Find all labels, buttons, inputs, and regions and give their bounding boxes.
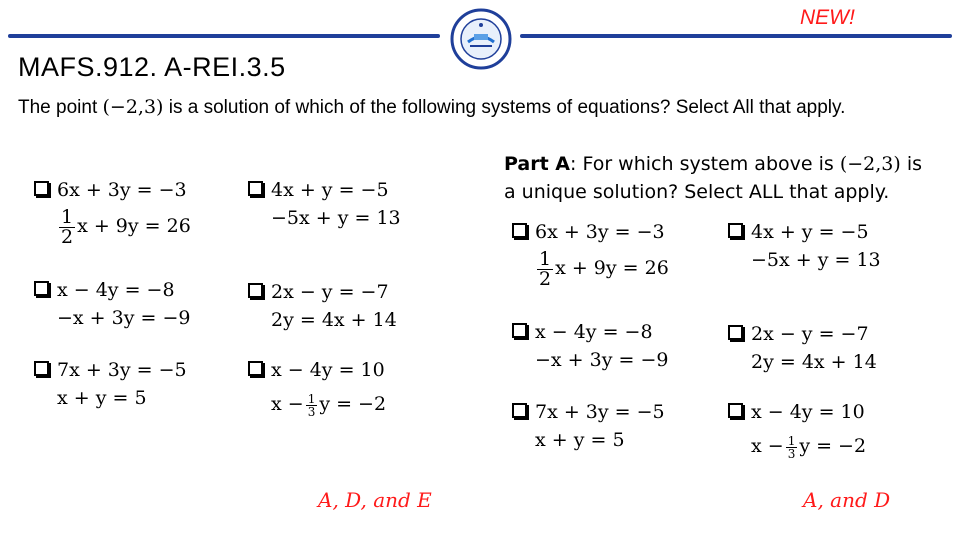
part-a-question	[504, 150, 924, 206]
equation-line: −5x + y = 13	[271, 207, 401, 229]
left-option-b[interactable]	[248, 176, 401, 232]
equation-line: 2x − y = −7	[271, 281, 389, 303]
equation-line: x − 4y = 10	[751, 401, 865, 423]
equation-line: 2y = 4x + 14	[271, 309, 397, 331]
right-option-a[interactable]	[512, 218, 669, 290]
left-option-a[interactable]	[34, 176, 191, 248]
equation-line: −5x + y = 13	[751, 249, 881, 271]
equation-line: x −	[271, 393, 304, 415]
equation-line: x − 4y = −8	[535, 321, 653, 343]
right-option-e[interactable]	[512, 398, 665, 454]
equation-line: −x + 3y = −9	[57, 307, 191, 329]
school-seal-logo	[450, 8, 512, 75]
equation-line: x + 9y = 26	[77, 215, 191, 237]
checkbox[interactable]	[728, 403, 743, 418]
part-a-point: (−2,3)	[839, 153, 901, 175]
equation-line: 2x − y = −7	[751, 323, 869, 345]
equation-line: 4x + y = −5	[271, 179, 389, 201]
fraction: $\frac{1}{2}$	[539, 247, 552, 290]
question-rest: is a solution of which of the following systems of equations? Select All that apply.	[163, 97, 846, 118]
checkbox[interactable]	[728, 325, 743, 340]
checkbox[interactable]	[512, 323, 527, 338]
right-option-d[interactable]	[728, 320, 877, 376]
right-option-b[interactable]	[728, 218, 881, 274]
part-a-text: : For which system above is	[570, 153, 840, 175]
equation-line: 6x + 3y = −3	[57, 179, 187, 201]
equation-line: −x + 3y = −9	[535, 349, 669, 371]
fraction: $\frac{1}{3}$	[787, 433, 796, 461]
left-option-e[interactable]	[34, 356, 187, 412]
equation-line: 2y = 4x + 14	[751, 351, 877, 373]
equation-line: x − 4y = −8	[57, 279, 175, 301]
equation-line: y = −2	[799, 435, 867, 457]
fraction: $\frac{1}{2}$	[61, 205, 74, 248]
right-option-f[interactable]	[728, 398, 866, 466]
checkbox[interactable]	[34, 281, 49, 296]
equation-line: x + y = 5	[57, 387, 147, 409]
part-a-label: Part A	[504, 153, 571, 175]
equation-line: 4x + y = −5	[751, 221, 869, 243]
checkbox[interactable]	[728, 223, 743, 238]
header-rule-left	[8, 34, 440, 38]
equation-line: 7x + 3y = −5	[535, 401, 665, 423]
equation-line: x + 9y = 26	[555, 257, 669, 279]
question-point: (−2,3)	[102, 96, 164, 118]
checkbox[interactable]	[248, 283, 263, 298]
question-lead: The point	[18, 97, 103, 118]
header-rule-right	[520, 34, 952, 38]
checkbox[interactable]	[34, 361, 49, 376]
equation-line: x −	[751, 435, 784, 457]
right-option-c[interactable]	[512, 318, 668, 374]
answer-right: A, and D	[803, 488, 891, 512]
equation-line: y = −2	[319, 393, 387, 415]
left-option-d[interactable]	[248, 278, 397, 334]
checkbox[interactable]	[512, 223, 527, 238]
new-label: NEW!	[800, 6, 855, 29]
equation-line: x + y = 5	[535, 429, 625, 451]
part-a-text: is a unique solution? Select ALL that apply.	[504, 153, 923, 203]
equation-line: x − 4y = 10	[271, 359, 385, 381]
answer-left: A, D, and E	[318, 488, 432, 512]
checkbox[interactable]	[34, 181, 49, 196]
checkbox[interactable]	[512, 403, 527, 418]
question-text	[18, 94, 918, 121]
left-option-f[interactable]	[248, 356, 386, 424]
equation-line: 7x + 3y = −5	[57, 359, 187, 381]
checkbox[interactable]	[248, 361, 263, 376]
standard-code-title: MAFS.912. A-REI.3.5	[18, 52, 286, 82]
fraction: $\frac{1}{3}$	[307, 391, 316, 419]
left-option-c[interactable]	[34, 276, 190, 332]
equation-line: 6x + 3y = −3	[535, 221, 665, 243]
checkbox[interactable]	[248, 181, 263, 196]
